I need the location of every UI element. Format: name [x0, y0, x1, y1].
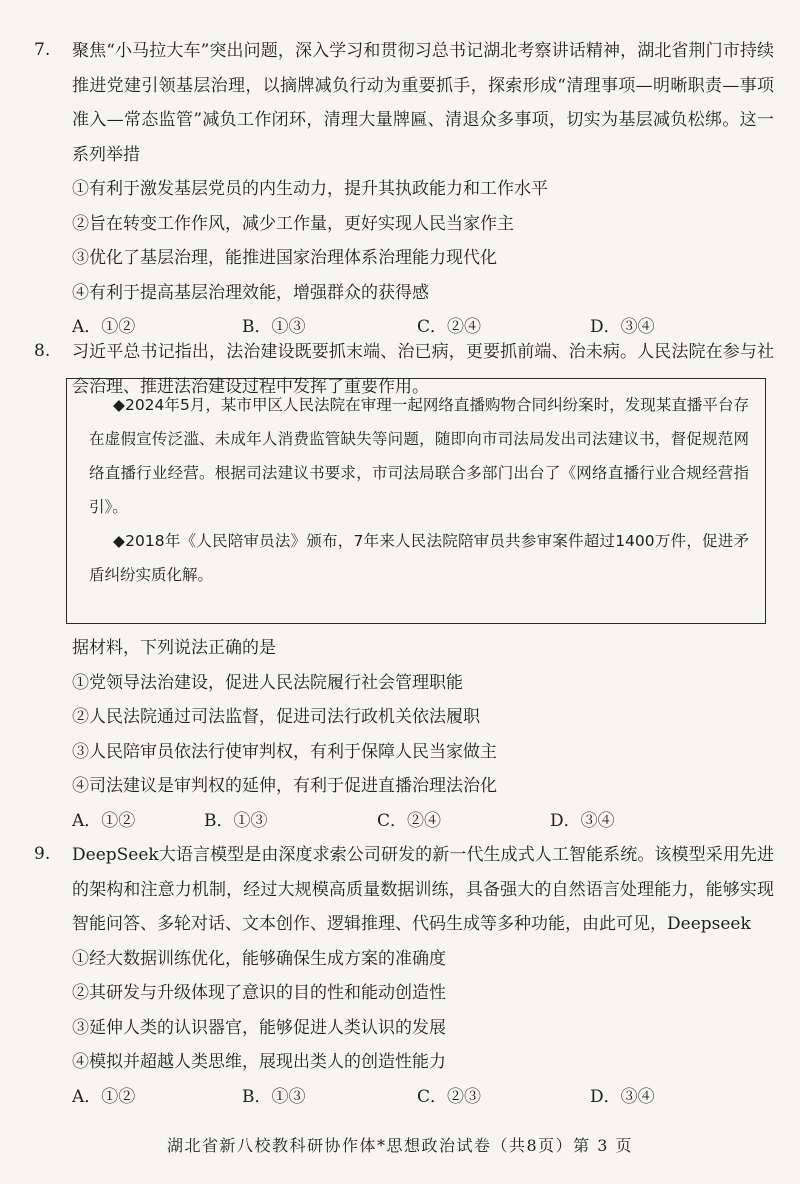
- question-number: 7.: [34, 40, 51, 60]
- statement-option: ③优化了基层治理，能推进国家治理体系治理能力现代化: [72, 248, 497, 268]
- answer-choices: [72, 1080, 774, 1114]
- choice-b[interactable]: B．①③: [204, 810, 268, 831]
- statement-option: ③延伸人类的认识器官，能够促进人类认识的发展: [72, 1017, 446, 1038]
- question-9: [34, 838, 774, 1114]
- statement-option: ①党领导法治建设，促进人民法院履行社会管理职能: [72, 672, 463, 693]
- material-box: [66, 378, 766, 624]
- statement-option: ③人民陪审员依法行使审判权，有利于保障人民当家做主: [72, 741, 497, 762]
- question-number: 9.: [34, 844, 51, 864]
- material-paragraph: ◆2018年《人民陪审员法》颁布，7年来人民法院陪审员共参审案件超过1400万件，促进矛盾纠纷实质化解。: [89, 532, 749, 584]
- page-footer: 湖北省新八校教科研协作体*思想政治试卷（共8页）第 3 页: [166, 1136, 634, 1155]
- choice-c[interactable]: C．②④: [377, 810, 442, 831]
- statement-option: ②其研发与升级体现了意识的目的性和能动创造性: [72, 983, 446, 1003]
- statement-option: ②旨在转变工作作风，减少工作量，更好实现人民当家作主: [72, 213, 514, 234]
- question-stem: 习近平总书记指出，法治建设既要抓末端、治已病，更要抓前端、治未病。人民法院在参与社会治理、推进法治建设过程中发挥了重要作用。: [72, 342, 774, 397]
- question-stem: DeepSeek大语言模型是由深度求索公司研发的新一代生成式人工智能系统。该模型采用先进的架构和注意力机制，经过大规模高质量数据训练，具备强大的自然语言处理能力，能够实现智能问答、多轮对话、文本创作、逻辑推理、代码生成等多种功能，由此可见，Deepseek: [72, 845, 774, 934]
- statement-option: ②人民法院通过司法监督，促进司法行政机关依法履职: [72, 707, 480, 727]
- question-number: 8.: [34, 341, 51, 361]
- statement-option: ①有利于激发基层党员的内生动力，提升其执政能力和工作水平: [72, 179, 548, 199]
- choice-c[interactable]: C．②④: [417, 317, 482, 337]
- statement-option: ④有利于提高基层治理效能，增强群众的获得感: [72, 282, 429, 303]
- choice-a[interactable]: A．①②: [72, 1086, 136, 1107]
- answer-choices: [72, 804, 774, 838]
- choice-d[interactable]: D．③④: [590, 317, 655, 337]
- statement-option: ④模拟并超越人类思维，展现出类人的创造性能力: [72, 1052, 446, 1072]
- choice-d[interactable]: D．③④: [590, 1086, 655, 1107]
- choice-a[interactable]: A．①②: [72, 810, 136, 831]
- choice-b[interactable]: B．①③: [242, 1086, 306, 1107]
- choice-b[interactable]: B．①③: [242, 317, 306, 337]
- statement-option: ④司法建议是审判权的延伸，有利于促进直播治理法治化: [72, 776, 497, 796]
- choice-d[interactable]: D．③④: [550, 810, 615, 831]
- choice-c[interactable]: C．②③: [417, 1086, 482, 1107]
- question-stem: 聚焦“小马拉大车”突出问题，深入学习和贯彻习总书记湖北考察讲话精神，湖北省荆门市持续推进党建引领基层治理，以摘牌减负行动为重要抓手，探索形成“清理事项—明晰职责—事项准入—常态监管”减负工作闭环，清理大量牌匾、清退众多事项，切实为基层减负松绑。这一系列举措: [72, 41, 774, 165]
- material-paragraph: ◆2024年5月，某市甲区人民法院在审理一起网络直播购物合同纠纷案时，发现某直播平台存在虚假宣传泛滥、未成年人消费监管缺失等问题，随即向市司法局发出司法建议书，督促规范网络直播行业经营。根据司法建议书要求，市司法局联合多部门出台了《网络直播行业合规经营指引》。: [89, 396, 749, 516]
- question-prompt: 据材料，下列说法正确的是: [72, 638, 276, 658]
- question-7: [34, 34, 774, 344]
- choice-a[interactable]: A．①②: [72, 317, 136, 337]
- question-8-body: [34, 631, 774, 838]
- statement-option: ①经大数据训练优化，能够确保生成方案的准确度: [72, 948, 446, 969]
